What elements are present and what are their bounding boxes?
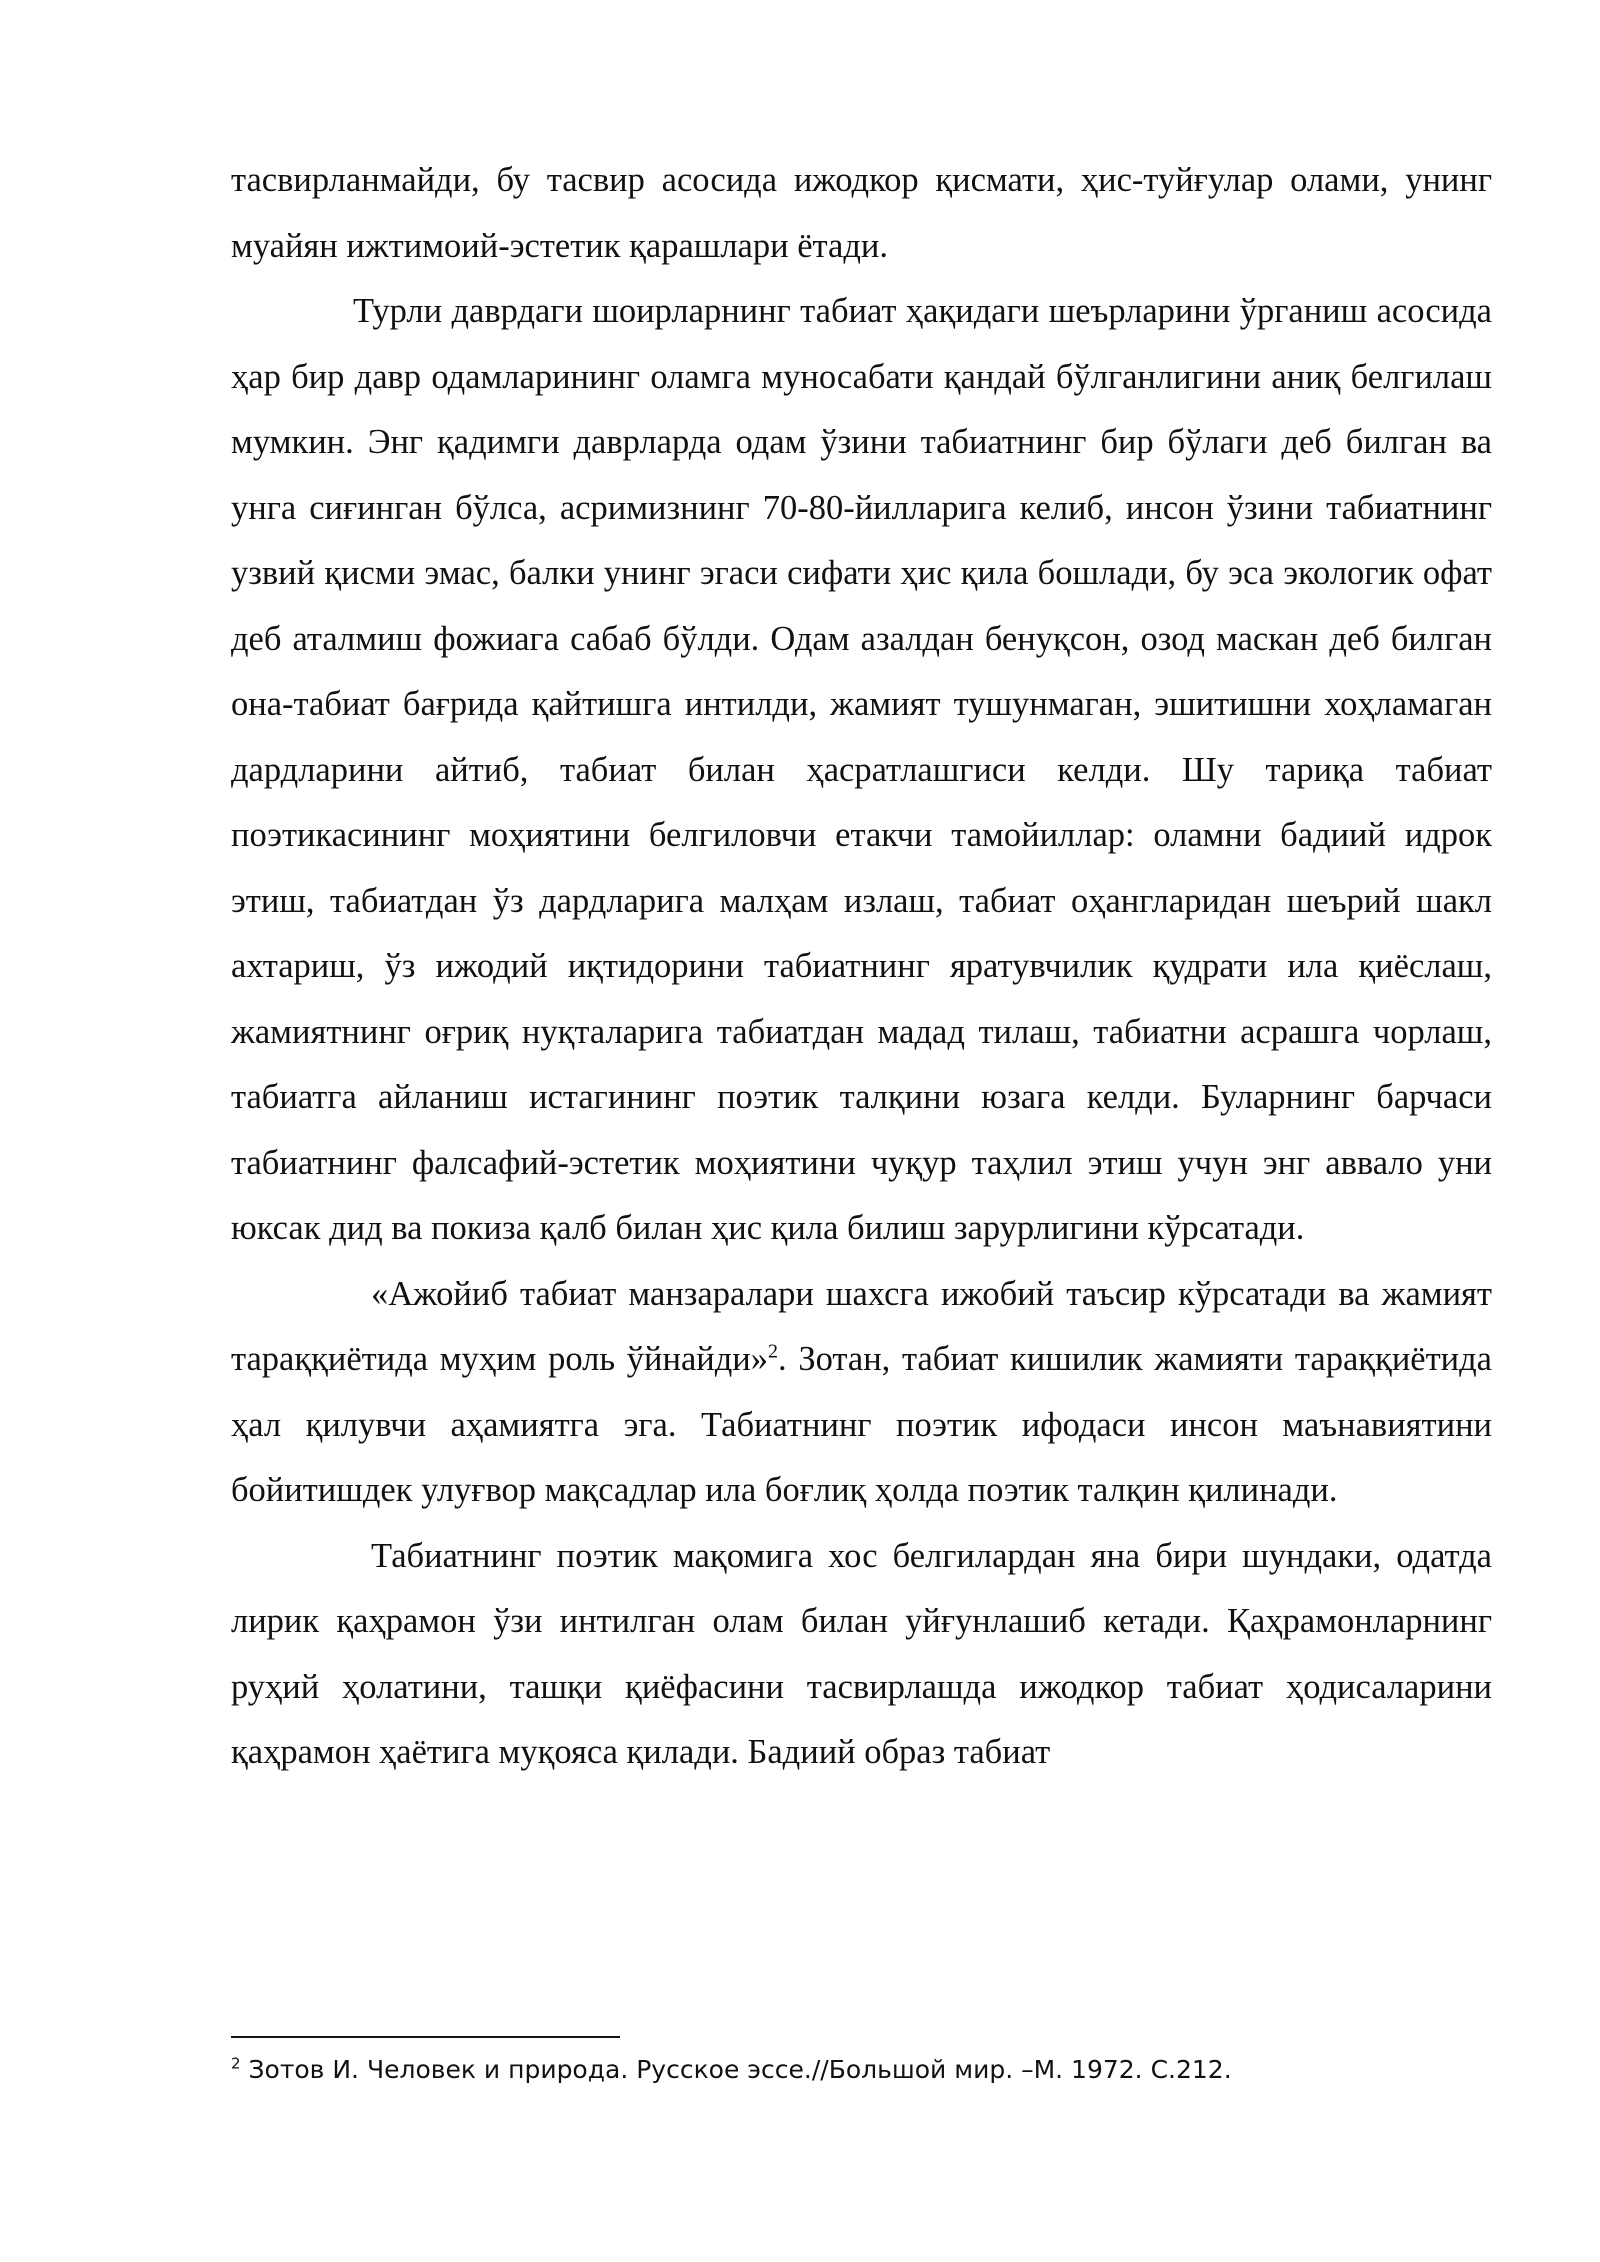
footnote-separator xyxy=(231,2036,620,2038)
paragraph-1: тасвирланмайди, бу тасвир асосида ижодкор қисмати, ҳис-туйғулар олами, унинг муайян ижтимоий-эстетик қарашлари ётади. xyxy=(231,161,1492,265)
paragraph-4: Табиатнинг поэтик мақомига хос белгилардан яна бири шундаки, одатда лирик қаҳрамон ўзи интилган олам билан уйғунлашиб кетади. Қаҳрамонларнинг руҳий ҳолатини, ташқи қиёфасини тасвирлашда ижодкор табиат ҳодисаларини қаҳрамон ҳаётига муқояса қилади. Бадиий образ табиат xyxy=(231,1536,1492,1771)
footnote-text: Зотов И. Человек и природа. Русское эссе.//Большой мир. –М. 1972. С.212. xyxy=(240,2055,1232,2084)
quote-text: «Ажойиб табиат манзаралари шахсга ижобий таъсир кўрсатади ва жамият тараққиётида муҳим роль ўйнайди» xyxy=(231,1274,1492,1378)
footnote-reference[interactable]: 2 xyxy=(768,1340,778,1363)
footnote xyxy=(231,2052,1492,2088)
footnote-number: 2 xyxy=(231,2054,241,2073)
paragraph-3 xyxy=(231,1262,1492,1524)
paragraph-3-continuation: . Зотан, табиат кишилик жамияти тараққиётида ҳал қилувчи аҳамиятга эга. Табиатнинг поэтик ифодаси инсон маънавиятини бойитишдек улуғвор мақсадлар ила боғлиқ ҳолда поэтик талқин қилинади. xyxy=(231,1340,1492,1509)
paragraph-2: Турли даврдаги шоирларнинг табиат ҳақидаги шеърларини ўрганиш асосида ҳар бир давр одамларининг оламга муносабати қандай бўлганлигини аниқ белгилаш мумкин. Энг қадимги даврларда одам ўзини табиатнинг бир бўлаги деб билган ва унга сиғинган бўлса, асримизнинг 70-80-йилларига келиб, инсон ўзини табиатнинг узвий қисми эмас, балки унинг эгаси сифати ҳис қила бошлади, бу эса экологик офат деб аталмиш фожиага сабаб бўлди. Одам азалдан бенуқсон, озод маскан деб билган она-табиат бағрида қайтишга интилди, жамият тушунмаган, эшитишни хоҳламаган дардларини айтиб, табиат билан ҳасратлашгиси келди. Шу тариқа табиат поэтикасининг моҳиятини белгиловчи етакчи тамойиллар: оламни бадиий идрок этиш, табиатдан ўз дардларига малҳам излаш, табиат оҳангларидан шеърий шакл ахтариш, ўз ижодий иқтидорини табиатнинг яратувчилик қудрати ила қиёслаш, жамиятнинг оғриқ нуқталарига табиатдан мадад тилаш, табиатни асрашга чорлаш, табиатга айланиш истагининг поэтик талқини юзага келди. Буларнинг барчаси табиатнинг фалсафий-эстетик моҳиятини чуқур таҳлил этиш учун энг аввало уни юксак дид ва покиза қалб билан ҳис қила билиш зарурлигини кўрсатади. xyxy=(231,292,1492,1247)
body-text xyxy=(231,148,1492,1786)
